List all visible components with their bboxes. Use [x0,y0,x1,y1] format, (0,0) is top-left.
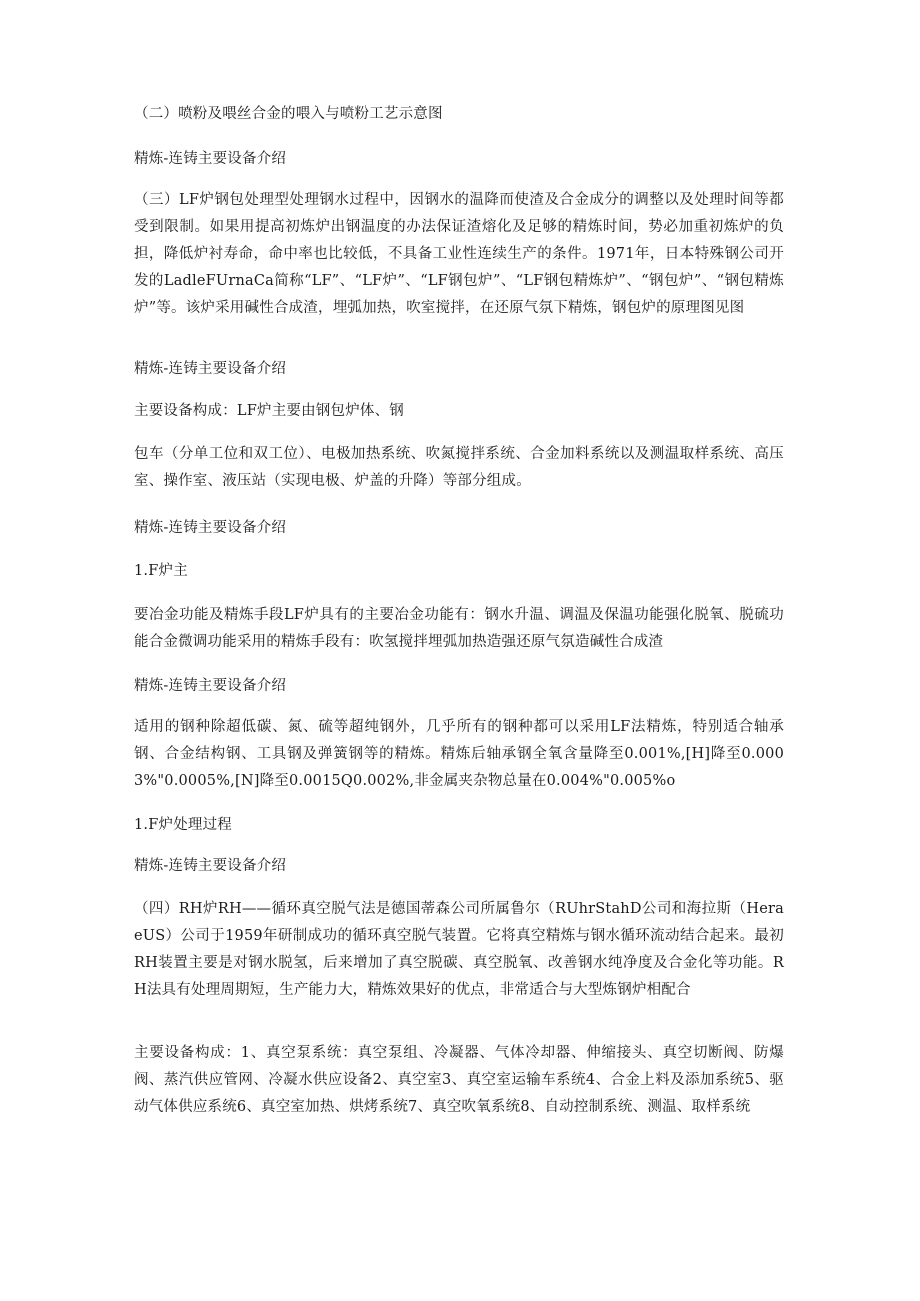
paragraph-heading: 精炼-连铸主要设备介绍 [134,858,287,874]
paragraph-heading: 精炼-连铸主要设备介绍 [134,361,287,377]
paragraph-applicable-steels: 适用的钢种除超低碳、氮、硫等超纯钢外，几乎所有的钢种都可以采用LF法精炼，特别适合轴承钢、合金结构钢、工具钢及弹簧钢等的精炼。精炼后轴承钢全氧含量降至0.001%,[H]降至0.0003%"0.0005%,[N]降至0.0015Q0.002%,非金属夹杂物总量在0.004%"0.005%o [134,719,784,789]
paragraph-metallurgical-functions: 要冶金功能及精炼手段LF炉具有的主要冶金功能有：钢水升温、调温及保温功能强化脱氧、脱硫功能合金微调功能采用的精炼手段有：吹氢搅拌埋弧加热造强还原气氛造碱性合成渣 [134,607,784,650]
paragraph-heading: 精炼-连铸主要设备介绍 [134,151,287,167]
paragraph-rh-equipment: 主要设备构成：1、真空泵系统：真空泵组、冷凝器、气体冷却器、伸缩接头、真空切断阀、防爆阀、蒸汽供应管网、冷凝水供应设备2、真空室3、真空室运输车系统4、合金上料及添加系统5、驱动气体供应系统6、真空室加热、烘烤系统7、真空吹氧系统8、自动控制系统、测温、取样系统 [134,1045,784,1115]
paragraph-section-2-caption: （二）喷粉及喂丝合金的喂入与喷粉工艺示意图 [134,106,443,122]
paragraph-lf-process: 1.F炉处理过程 [134,817,232,833]
paragraph-section-4-rh: （四）RH炉RH——循环真空脱气法是德国蒂森公司所属鲁尔（RUhrStahD公司和海拉斯（HeraeUS）公司于1959年研制成功的循环真空脱气装置。它将真空精炼与钢水循环流动结合起来。最初RH装置主要是对钢水脱氢，后来增加了真空脱碳、真空脱氧、改善钢水纯净度及合金化等功能。RH法具有处理周期短，生产能力大，精炼效果好的优点，非常适合与大型炼钢炉相配合 [134,901,784,998]
paragraph-equipment-list: 包车（分单工位和双工位）、电极加热系统、吹氮搅拌系统、合金加料系统以及测温取样系统、高压室、操作室、液压站（实现电极、炉盖的升降）等部分组成。 [134,446,784,489]
paragraph-section-3-lf: （三）LF炉钢包处理型处理钢水过程中，因钢水的温降而使渣及合金成分的调整以及处理时间等都受到限制。如果用提高初炼炉出钢温度的办法保证渣熔化及足够的精炼时间，势必加重初炼炉的负担，降低炉衬寿命，命中率也比较低，不具备工业性连续生产的条件。1971年，日本特殊钢公司开发的LadleFUrnaCa简称“LF”、“LF炉”、“LF钢包炉”、“LF钢包精炼炉”、“钢包炉”、“钢包精炼炉”等。该炉采用碱性合成渣，埋弧加热，吹室搅拌，在还原气氛下精炼，钢包炉的原理图见图 [134,192,784,316]
paragraph-lf-main: 1.F炉主 [134,563,188,579]
paragraph-heading: 精炼-连铸主要设备介绍 [134,520,287,536]
paragraph-heading: 精炼-连铸主要设备介绍 [134,678,287,694]
paragraph-equipment-intro: 主要设备构成：LF炉主要由钢包炉体、钢 [134,403,404,419]
